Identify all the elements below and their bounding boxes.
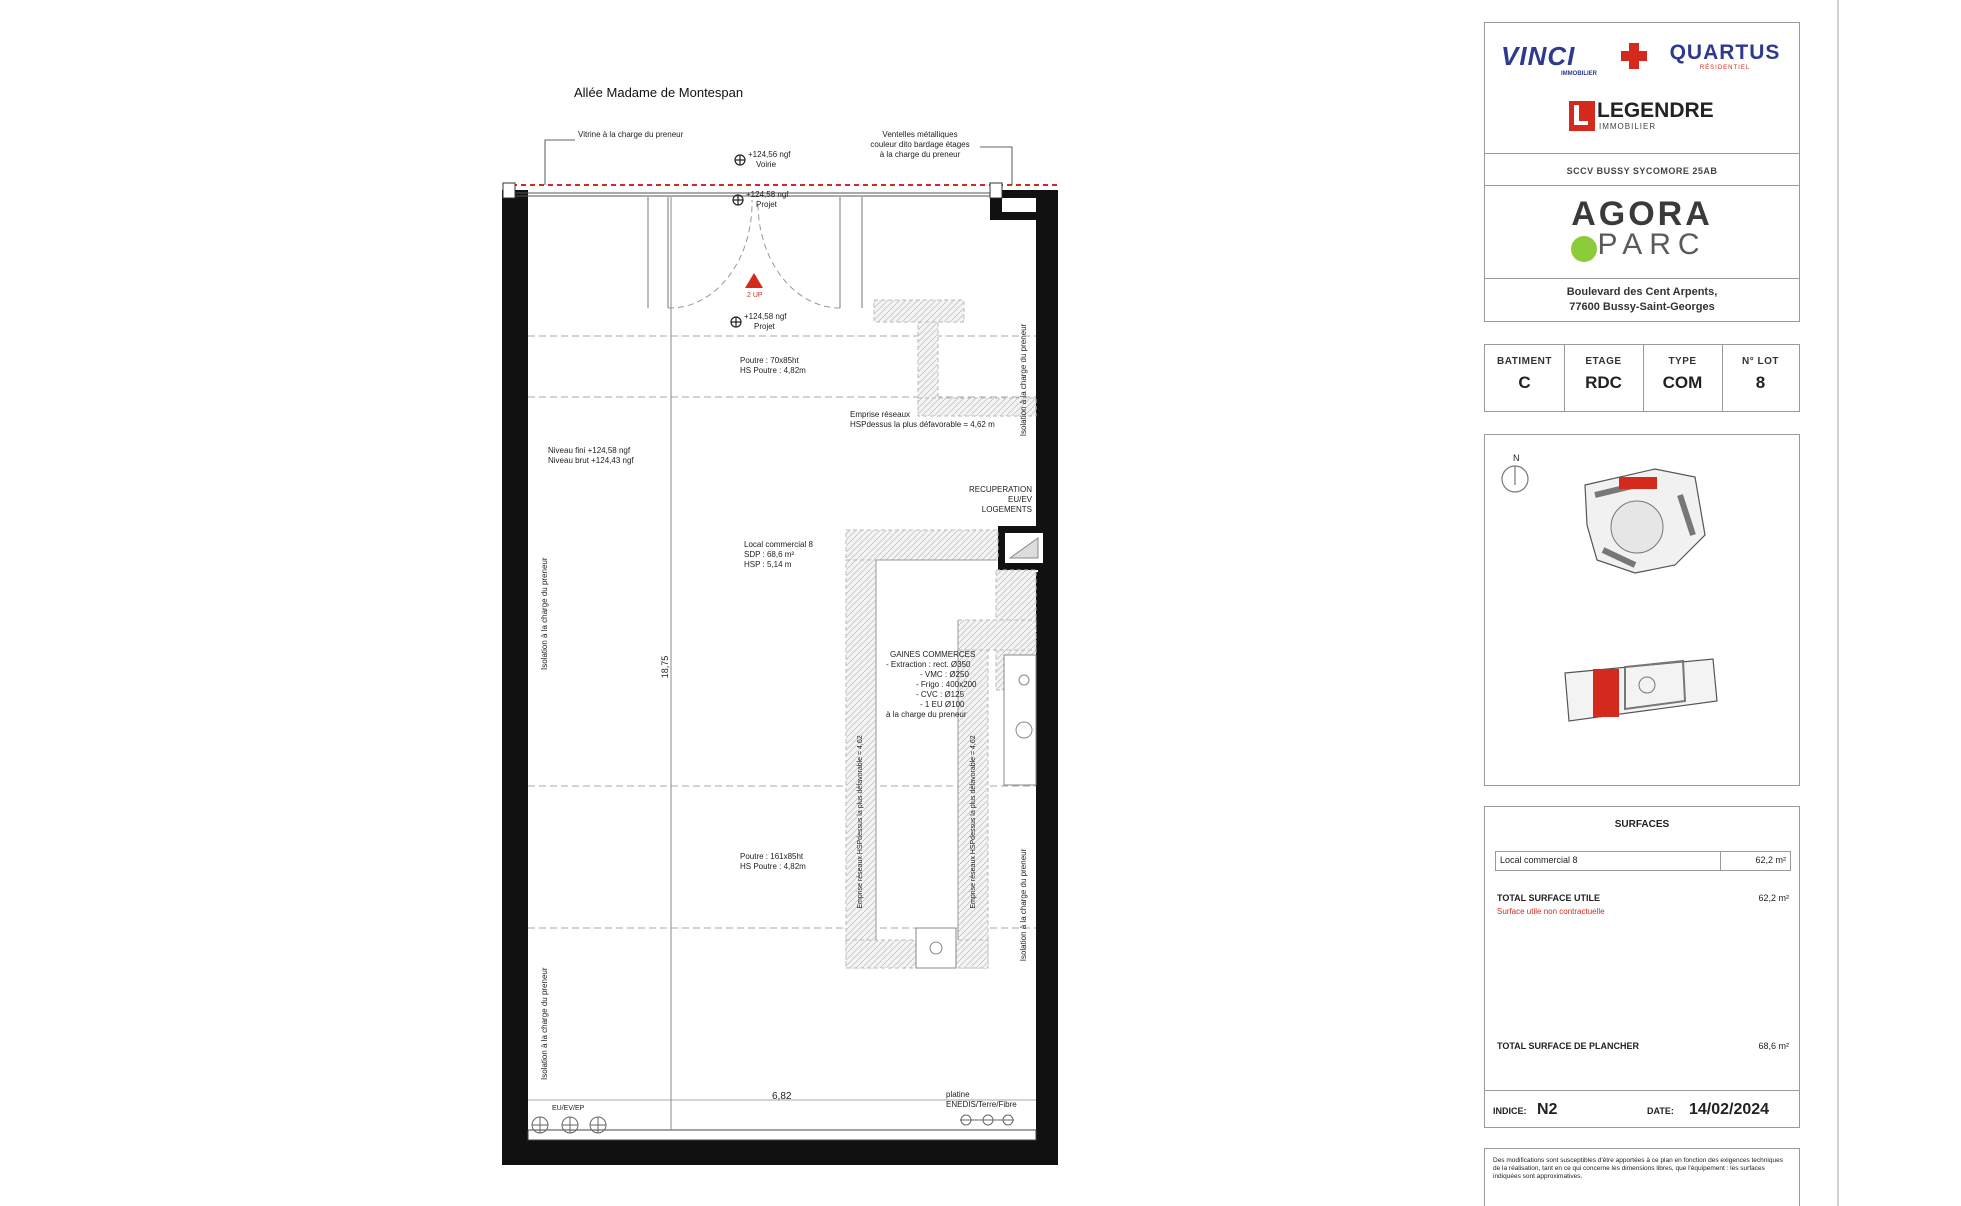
room-label: Local commercial 8 SDP : 68,6 m² HSP : 5,14 m xyxy=(744,540,813,569)
vinci-logo: VINCI IMMOBILIER xyxy=(1501,41,1651,81)
wall-right xyxy=(1036,205,1058,1165)
total-utile-value: 62,2 m² xyxy=(1758,893,1789,903)
disclaimer-panel xyxy=(1484,1148,1800,1206)
info-lot: N° LOT 8 xyxy=(1742,356,1779,392)
dimension-width: 6,82 xyxy=(772,1091,792,1102)
info-etage: ETAGE RDC xyxy=(1564,345,1644,411)
wall-left xyxy=(502,190,528,1165)
legendre-logo: LEGENDRE IMMOBILIER xyxy=(1569,99,1729,135)
disclaimer-text: Des modifications sont susceptibles d'être apportées à ce plan en fonction des exigences techniques de la réalisation, tant en ce qui concerne les dimensions libres, que l'équipement : les surfaces indiquées sont approximatives. xyxy=(1493,1157,1783,1180)
total-plancher-value: 68,6 m² xyxy=(1758,1041,1789,1051)
network-ep-icon xyxy=(590,1117,606,1133)
network-ev-icon xyxy=(562,1117,578,1133)
note-niveaux: Niveau fini +124,58 ngf Niveau brut +124,43 ngf xyxy=(548,446,634,465)
level-marker-icon xyxy=(731,317,741,327)
dimension-depth: 18,75 xyxy=(660,655,670,679)
sccv-name: SCCV BUSSY SYCOMORE 25AB xyxy=(1566,166,1718,176)
isolation-left-1: Isolation à la charge du preneur xyxy=(540,557,549,670)
street-name: Allée Madame de Montespan xyxy=(574,85,744,100)
note-emprise-top: Emprise réseaux HSPdessus la plus défavorable = 4,62 m xyxy=(850,410,995,429)
note-gaines: GAINES COMMERCES - Extraction : rect. Ø350 - VMC : Ø250 - Frigo : 400x200 - CVC : Ø125 - 1 EU Ø100 à la charge du preneur xyxy=(886,650,977,719)
leaf-icon xyxy=(1571,236,1597,262)
info-type: TYPE COM xyxy=(1643,345,1723,411)
level-marker-icon xyxy=(735,155,745,165)
level-voirie: +124,56 ngf Voirie xyxy=(748,150,791,169)
note-poutre-2: Poutre : 161x85ht HS Poutre : 4,82m xyxy=(740,852,806,871)
legendre-mark-icon xyxy=(1569,101,1595,131)
address: Boulevard des Cent Arpents, 77600 Bussy-Saint-Georges xyxy=(1566,286,1718,313)
total-plancher-label: TOTAL SURFACE DE PLANCHER xyxy=(1497,1041,1640,1051)
cartouche-header xyxy=(1484,22,1800,322)
note-vitrine: Vitrine à la charge du preneur xyxy=(578,130,684,139)
emprise-vertical-2: Emprise réseaux HSPdessus la plus défavorable = 4,62 xyxy=(970,735,977,909)
indice-value: N2 xyxy=(1537,1101,1558,1118)
total-utile-label: TOTAL SURFACE UTILE xyxy=(1497,893,1601,903)
north-label: N xyxy=(1513,453,1520,463)
wall-bottom xyxy=(502,1140,1058,1165)
entrance-arrow-icon xyxy=(745,273,763,288)
wall-inner-bottom-line xyxy=(528,1130,1036,1140)
surfaces-title: SURFACES xyxy=(1614,819,1670,830)
level-projet-1: +124,58 ngf Projet xyxy=(746,190,789,209)
site-plan-upper xyxy=(1575,465,1715,595)
surfaces-panel xyxy=(1484,806,1800,1128)
page-divider xyxy=(1837,0,1839,1206)
emprise-vertical-1: Emprise réseaux HSPdessus la plus défavorable = 4,62 xyxy=(857,735,864,909)
isolation-left-2: Isolation à la charge du preneur xyxy=(540,967,549,1080)
isolation-right-1: Isolation à la charge du preneur xyxy=(1019,323,1028,437)
note-recuperation: RECUPERATION EU/EV LOGEMENTS xyxy=(969,485,1032,514)
key-plan xyxy=(1484,434,1800,786)
up-label: 2 UP xyxy=(747,292,763,299)
level-marker-icon xyxy=(733,195,743,205)
project-logo: AGORA PARC xyxy=(1571,195,1713,261)
date-label: DATE: xyxy=(1647,1106,1674,1116)
info-batiment: BATIMENT C xyxy=(1485,345,1565,411)
network-eu-icon xyxy=(532,1117,548,1133)
platine-icon xyxy=(960,1115,1014,1125)
site-plan-lower xyxy=(1563,645,1723,735)
quartus-logo: QUARTUS RÉSIDENTIEL xyxy=(1669,41,1781,71)
compass-icon xyxy=(1495,459,1535,499)
surface-row: Local commercial 8 62,2 m² xyxy=(1495,851,1791,871)
platine-label: platine ENEDIS/Terre/Fibre xyxy=(946,1090,1017,1109)
level-projet-2: +124,58 ngf Projet xyxy=(744,312,787,331)
surface-note: Surface utile non contractuelle xyxy=(1497,907,1605,916)
date-value: 14/02/2024 xyxy=(1689,1101,1770,1118)
eu-ev-ep-label: EU/EV/EP xyxy=(552,1105,585,1112)
isolation-right-2: Isolation à la charge du preneur xyxy=(1019,848,1028,962)
note-ventelles: Ventelles métalliques couleur dito bardage étages à la charge du preneur xyxy=(870,130,970,159)
indice-label: INDICE: xyxy=(1493,1106,1527,1116)
lot-info-table xyxy=(1484,344,1800,412)
note-poutre-1: Poutre : 70x85ht HS Poutre : 4,82m xyxy=(740,356,806,375)
vinci-cross-icon xyxy=(1619,41,1649,71)
